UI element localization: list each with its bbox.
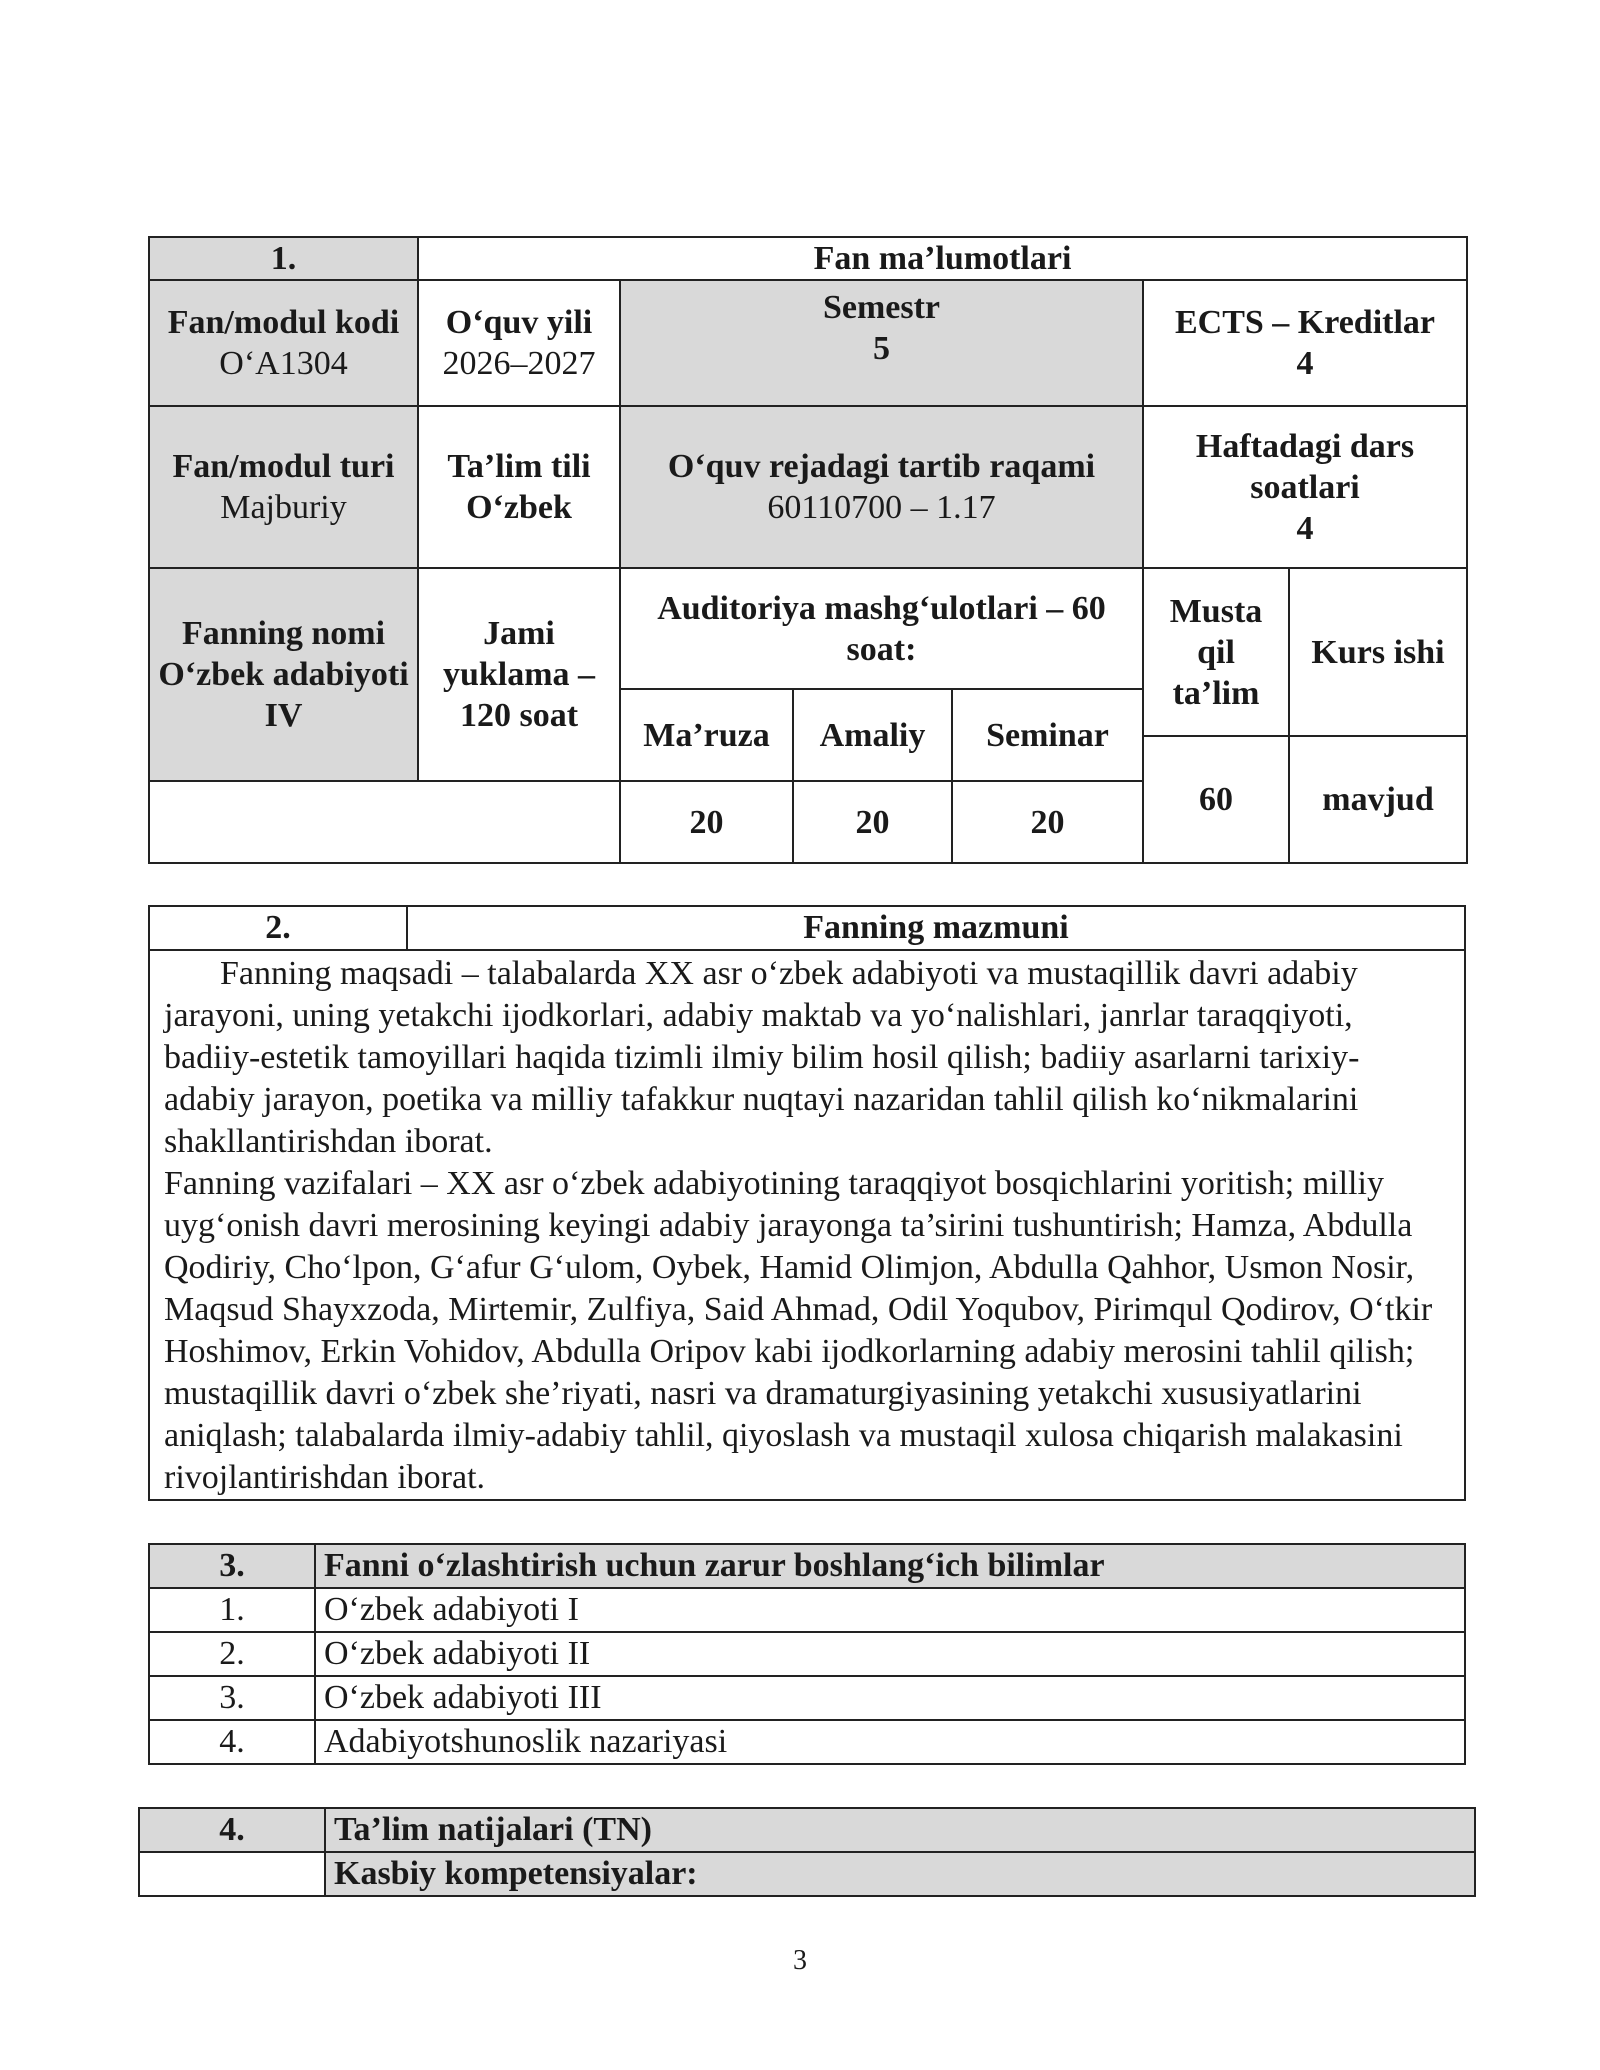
practical-hours: 20 xyxy=(793,781,952,863)
section-title: Fan ma’lumotlari xyxy=(418,237,1467,280)
section-title: Ta’lim natijalari (TN) xyxy=(325,1808,1475,1852)
table-row xyxy=(149,1588,1465,1632)
course-info-table xyxy=(148,236,1468,864)
row-number: 2. xyxy=(149,1632,315,1676)
course-goal-paragraph: Fanning maqsadi – talabalarda XX asr o‘zbek adabiyoti va mustaqillik davri adabiy jarayoni, uning yetakchi ijodkorlari, adabiy maktab va yo‘nalishlari, janrlar taraqqiyoti, badiiy-estetik tamoyillari haqida tizimli ilmiy bilim hosil qilish; badiiy asarlarni tarixiy-adabiy jarayon, poetika va milliy tafakkur nuqtayi nazaridan tahlil qilish ko‘nikmalarini shakllantirishdan iborat. xyxy=(164,955,1360,1160)
learning-outcomes-table xyxy=(138,1807,1476,1897)
plan-number-cell xyxy=(620,406,1143,568)
prerequisite-item: O‘zbek adabiyoti III xyxy=(315,1676,1465,1720)
weekly-hours-label: Haftadagi dars soatlari xyxy=(1195,427,1415,506)
academic-year-label: O‘quv yili xyxy=(445,304,593,341)
course-content-text xyxy=(149,950,1465,1500)
row-number: 1. xyxy=(149,1588,315,1632)
course-name-cell xyxy=(149,568,418,781)
course-code-value: O‘A1304 xyxy=(219,345,348,382)
section-title: Fanning mazmuni xyxy=(407,906,1465,950)
seminar-label: Seminar xyxy=(952,689,1143,781)
course-work-value: mavjud xyxy=(1289,736,1467,863)
total-load-cell: Jami yuklama – 120 soat xyxy=(418,568,620,781)
weekly-hours-value: 4 xyxy=(1296,509,1314,547)
semester-label: Semestr xyxy=(822,289,941,326)
row-number: 3. xyxy=(149,1676,315,1720)
course-type-cell xyxy=(149,406,418,568)
section-subtitle: Kasbiy kompetensiyalar: xyxy=(325,1852,1475,1896)
language-cell xyxy=(418,406,620,568)
lecture-hours: 20 xyxy=(620,781,793,863)
table-row xyxy=(149,1676,1465,1720)
table-row xyxy=(149,1632,1465,1676)
language-value: O‘zbek xyxy=(466,489,572,526)
plan-number-label: O‘quv rejadagi tartib raqami xyxy=(667,448,1096,485)
academic-year-cell xyxy=(418,280,620,406)
course-type-value: Majburiy xyxy=(220,489,347,526)
auditorium-hours-cell: Auditoriya mashg‘ulotlari – 60 soat: xyxy=(620,568,1143,689)
course-code-cell xyxy=(149,280,418,406)
language-label: Ta’lim tili xyxy=(447,448,591,485)
filler-cell xyxy=(149,781,620,863)
section-number: 1. xyxy=(149,237,418,280)
weekly-hours-cell xyxy=(1143,406,1467,568)
ects-cell xyxy=(1143,280,1467,406)
prerequisite-item: O‘zbek adabiyoti II xyxy=(315,1632,1465,1676)
page-number: 3 xyxy=(793,1945,807,1976)
semester-cell xyxy=(620,280,1143,406)
seminar-hours: 20 xyxy=(952,781,1143,863)
course-content-table xyxy=(148,905,1466,1501)
course-tasks-paragraph: Fanning vazifalari – XX asr o‘zbek adabiyotining taraqqiyot bosqichlarini yoritish; milliy uyg‘onish davri merosining keyingi adabiy jarayonga ta’sirini tushuntirish; Hamza, Abdulla Qodiriy, Cho‘lpon, G‘afur G‘ulom, Oybek, Hamid Olimjon, Abdulla Qahhor, Usmon Nosir, Maqsud Shayxzoda, Mirtemir, Zulfiya, Said Ahmad, Odil Yoqubov, Pirimqul Qodirov, O‘tkir Hoshimov, Erkin Vohidov, Abdulla Oripov kabi ijodkorlarning adabiy merosini tahlil qilish; mustaqillik davri o‘zbek she’riyati, nasri va dramaturgiyasining yetakchi xususiyatlarini aniqlash; talabalarda ilmiy-adabiy tahlil, qiyoslash va mustaqil xulosa chiqarish malakasini rivojlantirishdan iborat. xyxy=(164,1165,1433,1496)
row-number: 4. xyxy=(149,1720,315,1764)
table-row xyxy=(149,1720,1465,1764)
course-name-value: O‘zbek adabiyoti IV xyxy=(158,656,409,734)
independent-study-hours: 60 xyxy=(1143,736,1289,863)
ects-value: 4 xyxy=(1296,345,1314,382)
prerequisite-item: Adabiyotshunoslik nazariyasi xyxy=(315,1720,1465,1764)
section-number: 4. xyxy=(139,1808,325,1852)
prerequisites-table xyxy=(148,1543,1466,1765)
plan-number-value: 60110700 – 1.17 xyxy=(767,489,996,526)
semester-value: 5 xyxy=(873,330,890,367)
lecture-label: Ma’ruza xyxy=(620,689,793,781)
course-type-label: Fan/modul turi xyxy=(172,448,395,485)
prerequisite-item: O‘zbek adabiyoti I xyxy=(315,1588,1465,1632)
section-number: 3. xyxy=(149,1544,315,1588)
independent-study-label: Musta qil ta’lim xyxy=(1143,568,1289,736)
course-work-label: Kurs ishi xyxy=(1289,568,1467,736)
ects-label: ECTS – Kreditlar xyxy=(1174,304,1436,341)
empty-cell xyxy=(139,1852,325,1896)
section-number: 2. xyxy=(149,906,407,950)
course-name-label: Fanning nomi xyxy=(181,615,386,652)
course-code-label: Fan/modul kodi xyxy=(167,304,400,341)
section-title: Fanni o‘zlashtirish uchun zarur boshlang‘ich bilimlar xyxy=(315,1544,1465,1588)
practical-label: Amaliy xyxy=(793,689,952,781)
academic-year-value: 2026–2027 xyxy=(442,345,596,382)
